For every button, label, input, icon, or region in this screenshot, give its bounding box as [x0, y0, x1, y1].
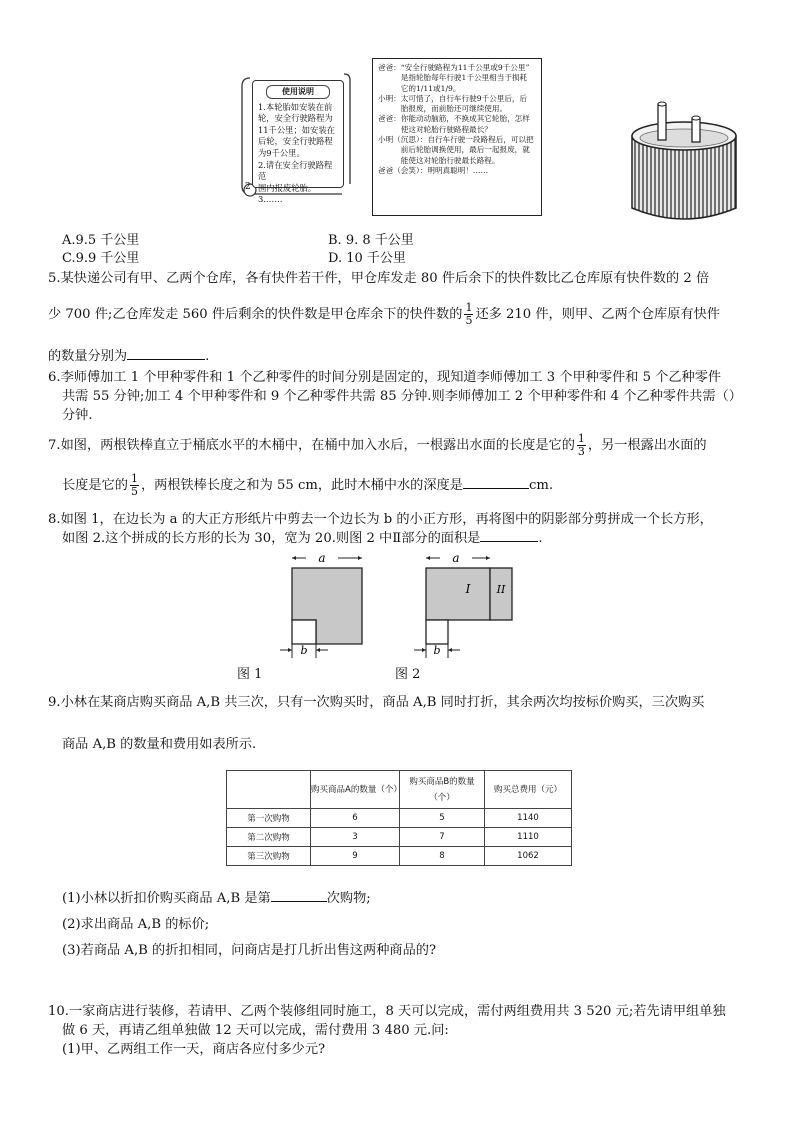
q9-sub1-text-b: 次购物; — [326, 891, 371, 906]
table-cell: 9 — [311, 847, 400, 866]
fraction — [464, 302, 473, 327]
fig2-label-a: a — [452, 551, 460, 565]
answer-blank[interactable] — [480, 540, 538, 542]
part-one-label: I — [465, 582, 471, 596]
q9-sub2: (2)求出商品 A,B 的标价; — [62, 917, 210, 932]
table-cell: 3 — [311, 828, 400, 847]
table-header-cell: 购买商品B的数量（个） — [400, 771, 485, 809]
scroll-title: 使用说明 — [266, 85, 330, 99]
fraction — [577, 433, 586, 458]
q5-line2 — [48, 302, 720, 327]
scroll-page-mark: 2 — [245, 182, 251, 192]
fraction-denominator: 3 — [577, 445, 585, 458]
fraction-numerator: 1 — [465, 301, 473, 314]
purchase-table — [226, 770, 572, 866]
q6-line1: 6.李师傅加工 1 个甲种零件和 1 个乙种零件的时间分别是固定的，现知道李师傅加工 3 个甲种零件和 5 个乙种零件 — [48, 370, 722, 385]
scroll-line: 围内报废轮胎。 — [258, 182, 317, 193]
q8-figures — [280, 546, 530, 682]
table-header-row — [227, 771, 572, 809]
table-cell: 1140 — [485, 809, 572, 828]
option-a: A.9.5 千公里 — [62, 233, 140, 248]
table-row — [227, 809, 572, 828]
scroll-line: 1.本轮胎如安装在前 — [258, 101, 333, 112]
q5-text-b: 还多 210 件，则甲、乙两个仓库原有快件 — [475, 307, 720, 322]
table-header-cell: 购买商品A的数量（个） — [311, 771, 400, 809]
table-cell: 7 — [400, 828, 485, 847]
q5-text: 的数量分别为 — [48, 349, 128, 364]
q5-line3: 的数量分别为 . — [48, 349, 210, 364]
dialog-line: 前后轮胎调换使用，最后一起报废，就 — [378, 145, 530, 155]
q9-sub1 — [62, 887, 371, 906]
part-two-label: II — [496, 583, 506, 596]
q5-text-a: 少 700 件;乙仓库发走 560 件后剩余的快件数是甲仓库余下的快件数的 — [48, 307, 463, 322]
scroll-line: 轮，安全行驶路程为 — [258, 113, 333, 124]
bucket-figure — [626, 96, 742, 228]
scroll-line: 3.…… — [258, 194, 283, 205]
table-row — [227, 847, 572, 866]
instruction-scroll-figure — [240, 70, 352, 205]
dialog-line: 使这对轮胎行驶路程最长？ — [378, 124, 492, 134]
fraction-numerator: 1 — [130, 472, 138, 485]
q8-line2: 如图 2.这个拼成的长方形的长为 30，宽为 20.则图 2 中Ⅱ部分的面积是 . — [62, 531, 543, 546]
answer-blank[interactable] — [463, 487, 529, 489]
q9-sub1-text: (1)小林以折扣价购买商品 A,B 是第 — [62, 891, 271, 906]
option-d: D. 10 千公里 — [328, 251, 406, 266]
option-c: C.9.9 千公里 — [62, 251, 140, 266]
fraction-denominator: 5 — [465, 314, 473, 327]
table-header-cell — [227, 771, 311, 809]
dialog-line: 爸爸：你能动动脑筋，不换成其它轮胎，怎样 — [378, 114, 530, 124]
table-cell: 第三次购物 — [227, 847, 311, 866]
table-cell: 6 — [311, 809, 400, 828]
table-cell: 1062 — [485, 847, 572, 866]
dialog-line: 能使这对轮胎行驶最长路程。 — [378, 155, 500, 165]
q9-sub3: (3)若商品 A,B 的折扣相同，问商店是打几折出售这两种商品的? — [62, 943, 437, 958]
answer-blank[interactable] — [127, 358, 205, 360]
dialog-line: 爸爸（会笑）：明明真聪明！…… — [378, 165, 489, 175]
dialog-line: 小明：太可惜了，自行车行驶9千公里后，后 — [378, 93, 528, 103]
fraction-denominator: 5 — [130, 485, 138, 498]
table-cell: 第二次购物 — [227, 828, 311, 847]
dialog-line: 胎报废，而前胎还可继续使用。 — [378, 104, 508, 114]
q8-text: 如图 2.这个拼成的长方形的长为 30，宽为 20.则图 2 中Ⅱ部分的面积是 — [62, 531, 481, 546]
table-cell: 5 — [400, 809, 485, 828]
scroll-line: 2.请在安全行驶路程范 — [258, 159, 333, 182]
dialog-line: 它的1/11或1/9。 — [378, 83, 461, 93]
fraction-numerator: 1 — [577, 432, 585, 445]
dialog-line: 爸爸：“安全行驶路程为11千公里或9千公里” — [378, 63, 530, 72]
dialog-line: 小明（沉思）：自行车行驶一段路程后，可以把 — [378, 135, 534, 145]
q10-line3: (1)甲、乙两组工作一天，商店各应付多少元? — [62, 1042, 326, 1057]
dialog-line: 是指轮胎每年行驶1千公里相当于损耗 — [378, 73, 528, 83]
fig1-label-a: a — [318, 551, 326, 565]
answer-blank[interactable] — [271, 900, 327, 902]
q9-line1: 9.小林在某商店购买商品 A,B 共三次，只有一次购买时，商品 A,B 同时打折，其余两次均按标价购买，三次购买 — [48, 695, 705, 710]
fig1-caption-text: 图 1 — [237, 667, 263, 682]
q9-line2: 商品 A,B 的数量和费用如表所示. — [62, 737, 257, 752]
q6-line3: 分钟. — [62, 408, 93, 423]
fig1-label-b: b — [300, 644, 308, 657]
table-header-cell: 购买总费用（元） — [485, 771, 572, 809]
dialog-box — [372, 58, 542, 216]
table-row — [227, 828, 572, 847]
fig2-label-b: b — [433, 644, 441, 657]
table-cell: 1110 — [485, 828, 572, 847]
q7-line2 — [62, 473, 553, 498]
table-cell: 8 — [400, 847, 485, 866]
q8-line1: 8.如图 1，在边长为 a 的大正方形纸片中剪去一个边长为 b 的小正方形，再将图中的阴影部分剪拼成一个长方形， — [48, 512, 713, 527]
q7-text-b: ，另一根露出水面的 — [587, 438, 707, 453]
q7-unit: cm. — [528, 478, 554, 493]
scroll-line: 后轮，安全行驶路程 — [258, 136, 333, 147]
q10-line1: 10.一家商店进行装修，若请甲、乙两个装修组同时施工，8 天可以完成，需付两组费用共 3 520 元;若先请甲组单独 — [48, 1004, 726, 1019]
q7-line1 — [48, 433, 707, 458]
q7-text-a: 7.如图，两根铁棒直立于桶底水平的木桶中，在桶中加入水后，一根露出水面的长度是它的 — [48, 438, 575, 453]
scroll-line: 为9千公里。 — [258, 147, 305, 158]
q10-line2: 做 6 天，再请乙组单独做 12 天可以完成，需付费用 3 480 元.问: — [62, 1023, 449, 1038]
q7-text-b: ，两根铁棒长度之和为 55 cm，此时木桶中水的深度是 — [140, 478, 463, 493]
scroll-line: 11千公里；如安装在 — [258, 124, 335, 135]
table-cell: 第一次购物 — [227, 809, 311, 828]
q7-text-a: 长度是它的 — [62, 478, 128, 493]
fraction — [130, 473, 139, 498]
q5-line1: 5.某快递公司有甲、乙两个仓库，各有快件若干件，甲仓库发走 80 件后余下的快件数比乙仓库原有快件数的 2 倍 — [48, 271, 710, 286]
fig2-caption-text: 图 2 — [395, 667, 421, 682]
q6-line2: 共需 55 分钟;加工 4 个甲种零件和 9 个乙种零件共需 85 分钟.则李师傅加工 2 个甲种零件和 4 个乙种零件共需（） — [62, 389, 742, 404]
option-b: B. 9. 8 千公里 — [328, 233, 414, 248]
